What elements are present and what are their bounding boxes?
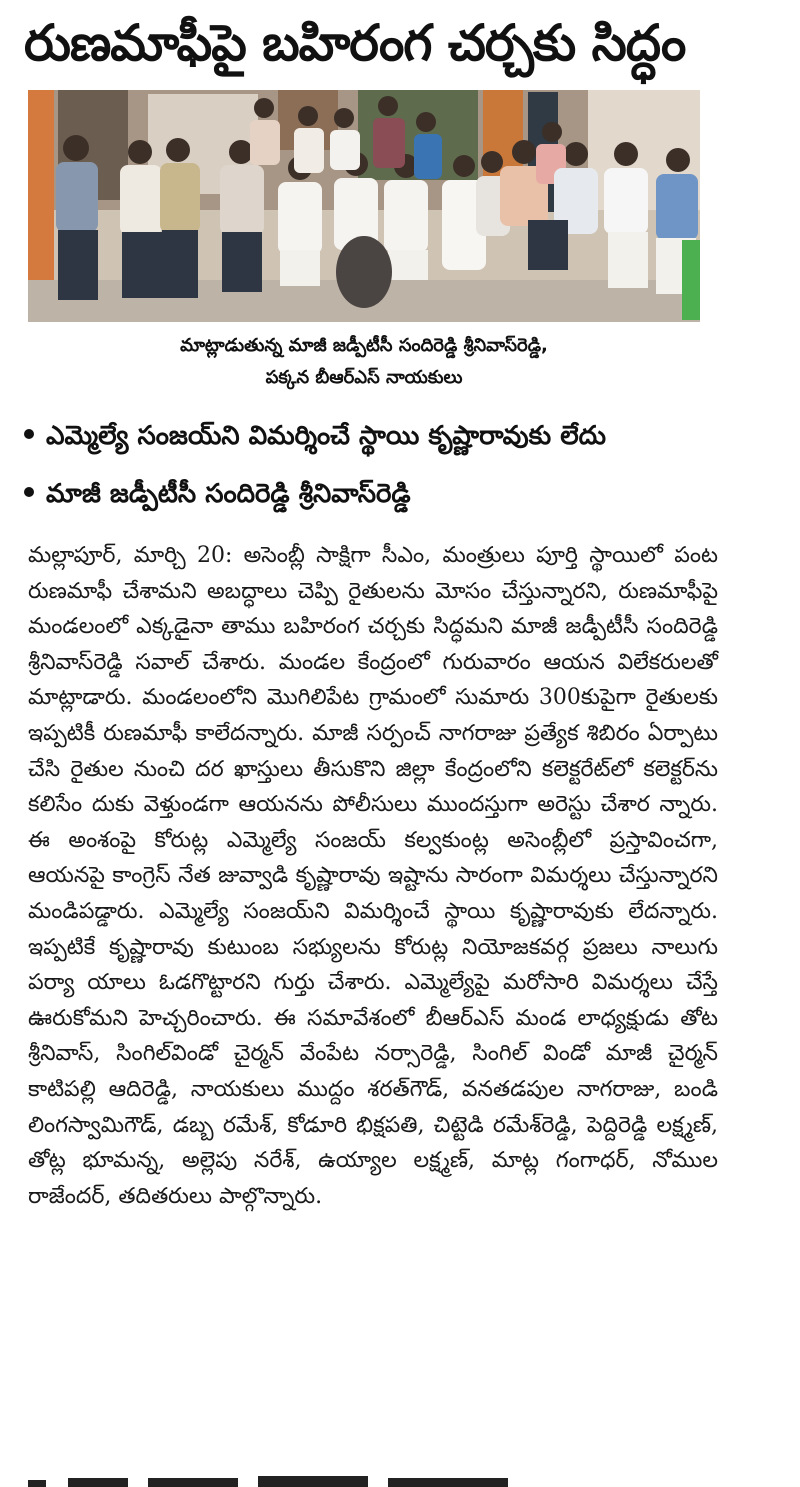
- bullet-dot-icon: [24, 487, 34, 497]
- highlight-bullet-1: [24, 414, 744, 458]
- bullet-text: ఎమ్మెల్యే సంజయ్‌ని విమర్శించే స్థాయి కృష్ణారావుకు లేదు: [46, 421, 607, 451]
- bullet-dot-icon: [24, 429, 34, 439]
- news-photo: [28, 90, 700, 322]
- headline: రుణమాఫీపై బహిరంగ చర్చకు సిద్ధం: [24, 14, 686, 72]
- group-photo-image: [28, 90, 700, 322]
- caption-line-2: పక్కన బీఆర్‌ఎస్ నాయకులు: [265, 367, 463, 388]
- highlight-bullet-2: [24, 472, 744, 516]
- caption-line-1: మాట్లాడుతున్న మాజీ జడ్పీటీసీ సందిరెడ్డి శ్రీనివాస్‌రెడ్డి,: [180, 335, 548, 356]
- photo-caption: [28, 330, 700, 394]
- next-article-cut-line: [28, 1472, 668, 1487]
- article-body: మల్లాపూర్, మార్చి 20: అసెంబ్లీ సాక్షిగా సీఎం, మంత్రులు పూర్తి స్థాయిలో పంట రుణమాఫీ చేశామని అబద్ధాలు చెప్పి రైతులను మోసం చేస్తున్నారని, రుణమాఫీపై మండలంలో ఎక్కడైనా తాము బహిరంగ చర్చకు సిద్ధమని మాజీ జడ్పీటీసీ సందిరెడ్డి శ్రీనివాస్‌రెడ్డి సవాల్ చేశారు. మండల కేంద్రంలో గురువారం ఆయన విలేకరులతో మాట్లాడారు. మండలంలోని మొగిలిపేట గ్రామంలో సుమారు 300కుపైగా రైతులకు ఇప్పటికీ రుణమాఫీ కాలేదన్నారు. మాజీ సర్పంచ్ నాగరాజు ప్రత్యేక శిబిరం ఏర్పాటు చేసి రైతుల నుంచి దర ఖాస్తులు తీసుకొని జిల్లా కేంద్రంలోని కలెక్టరేట్‌లో కలెక్టర్‌ను కలిసేం దుకు వెళ్తుండగా ఆయనను పోలీసులు ముందస్తుగా అరెస్టు చేశార న్నారు. ఈ అంశంపై కోరుట్ల ఎమ్మెల్యే సంజయ్ కల్వకుంట్ల అసెంబ్లీలో ప్రస్తావించగా, ఆయనపై కాంగ్రెస్ నేత జువ్వాడి కృష్ణారావు ఇష్టాను సారంగా విమర్శలు చేస్తున్నారని మండిపడ్డారు. ఎమ్మెల్యే సంజయ్‌ని విమర్శించే స్థాయి కృష్ణారావుకు లేదన్నారు. ఇప్పటికే కృష్ణారావు కుటుంబ సభ్యులను కోరుట్ల నియోజకవర్గ ప్రజలు నాలుగు పర్యా యాలు ఓడగొట్టారని గుర్తు చేశారు. ఎమ్మెల్యేపై మరోసారి విమర్శలు చేస్తే ఊరుకోమని హెచ్చరించారు. ఈ సమావేశంలో బీఆర్‌ఎస్ మండ లాధ్యక్షుడు తోట శ్రీనివాస్, సింగిల్‌విండో చైర్మన్ వేంపేట నర్సారెడ్డి, సింగిల్ విండో మాజీ చైర్మన్ కాటిపల్లి ఆదిరెడ్డి, నాయకులు ముద్దం శరత్‌గౌడ్, వనతడపుల నాగరాజు, బండి లింగస్వామిగౌడ్, డబ్బ రమేశ్, కోడూరి భిక్షపతి, చిట్టెడి రమేశ్‌రెడ్డి, పెద్దిరెడ్డి లక్ష్మణ్, తోట్ల భూమన్న, అల్లెపు నరేశ్, ఉయ్యాల లక్ష్మణ్, మాట్ల గంగాధర్, నోముల రాజేందర్, తదితరులు పాల్గొన్నారు.: [28, 543, 718, 1209]
- bullet-text: మాజీ జడ్పీటీసీ సందిరెడ్డి శ్రీనివాస్‌రెడ్డి: [46, 479, 411, 509]
